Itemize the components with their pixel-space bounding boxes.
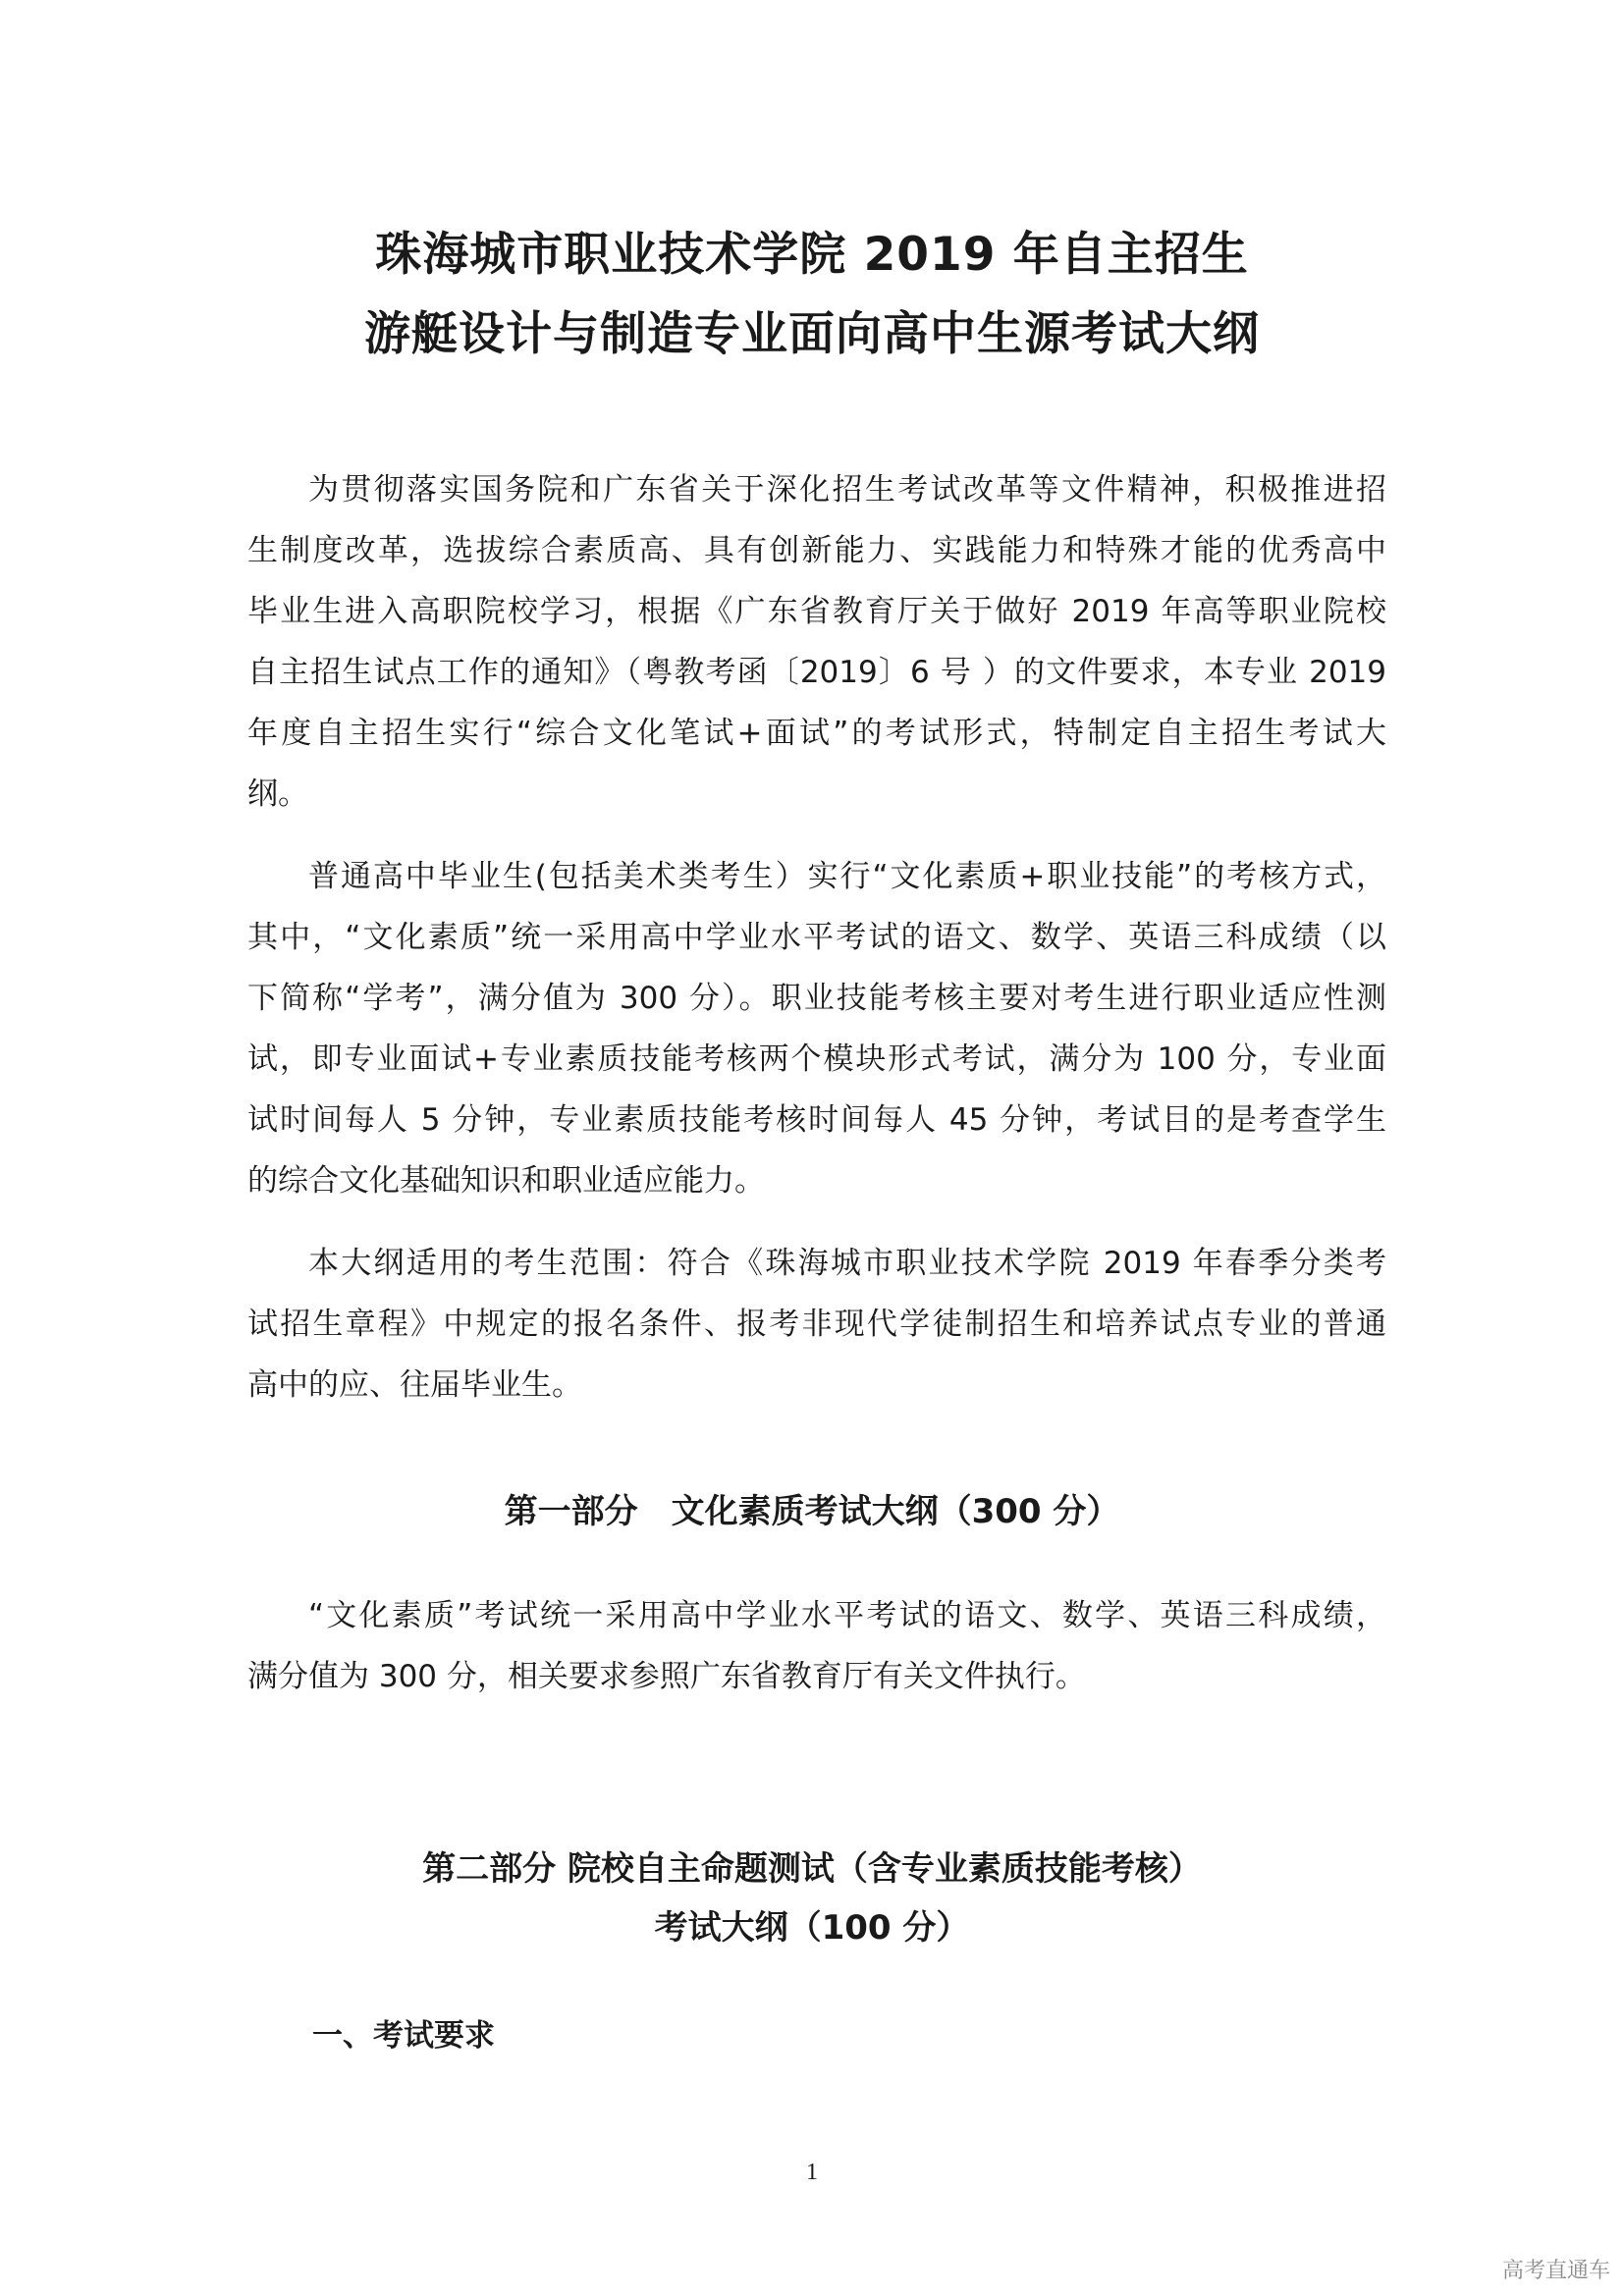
scope-line-2: 试招生章程》中规定的报名条件、报考非现代学徒制招生和培养试点专业的普通 [247, 1307, 1386, 1342]
intro-line-5: 年度自主招生实行“综合文化笔试+面试”的考试形式，特制定自主招生考试大 [247, 716, 1386, 751]
method-line-6: 的综合文化基础知识和职业适应能力。 [247, 1163, 765, 1199]
scope-line-3: 高中的应、往届毕业生。 [247, 1367, 582, 1403]
intro-paragraph [247, 459, 1386, 825]
part2-heading-line-2: 考试大纲（100 分） [654, 1908, 970, 1948]
method-line-2: 其中，“文化素质”统一采用高中学业水平考试的语文、数学、英语三科成绩（以 [247, 920, 1386, 955]
page-number: 1 [806, 2160, 818, 2185]
part1-line-2: 满分值为 300 分，相关要求参照广东省教育厅有关文件执行。 [247, 1659, 1086, 1694]
part1-paragraph [247, 1585, 1386, 1707]
scope-line-1: 本大纲适用的考生范围：符合《珠海城市职业技术学院 2019 年春季分类考 [308, 1246, 1386, 1281]
method-paragraph [247, 846, 1386, 1211]
part1-line-1: “文化素质”考试统一采用高中学业水平考试的语文、数学、英语三科成绩， [308, 1598, 1386, 1633]
method-line-4: 试，即专业面试+专业素质技能考核两个模块形式考试，满分为 100 分，专业面 [247, 1041, 1386, 1077]
intro-line-6: 纲。 [247, 776, 308, 812]
intro-line-4: 自主招生试点工作的通知》（粤教考函〔2019〕6 号 ）的文件要求，本专业 2019 [247, 655, 1386, 690]
scope-paragraph [247, 1233, 1386, 1415]
intro-line-1: 为贯彻落实国务院和广东省关于深化招生考试改革等文件精神，积极推进招 [308, 472, 1386, 507]
watermark-text: 高考直通车 [1501, 2259, 1610, 2283]
method-line-3: 下简称“学考”，满分值为 300 分）。职业技能考核主要对考生进行职业适应性测 [247, 981, 1386, 1016]
part1-heading: 第一部分 文化素质考试大纲（300 分） [504, 1492, 1120, 1531]
exam-requirements-heading: 一、考试要求 [312, 2018, 495, 2054]
method-line-1: 普通高中毕业生(包括美术类考生）实行“文化素质+职业技能”的考核方式， [308, 859, 1386, 894]
part2-heading-line-1: 第二部分 院校自主命题测试（含专业素质技能考核） [422, 1849, 1202, 1889]
document-title-line-1: 珠海城市职业技术学院 2019 年自主招生 [375, 228, 1249, 282]
intro-line-3: 毕业生进入高职院校学习，根据《广东省教育厅关于做好 2019 年高等职业院校 [247, 594, 1386, 629]
method-line-5: 试时间每人 5 分钟，专业素质技能考核时间每人 45 分钟，考试目的是考查学生 [247, 1102, 1386, 1138]
intro-line-2: 生制度改革，选拔综合素质高、具有创新能力、实践能力和特殊才能的优秀高中 [247, 533, 1386, 568]
document-title-line-2: 游艇设计与制造专业面向高中生源考试大纲 [364, 307, 1260, 361]
